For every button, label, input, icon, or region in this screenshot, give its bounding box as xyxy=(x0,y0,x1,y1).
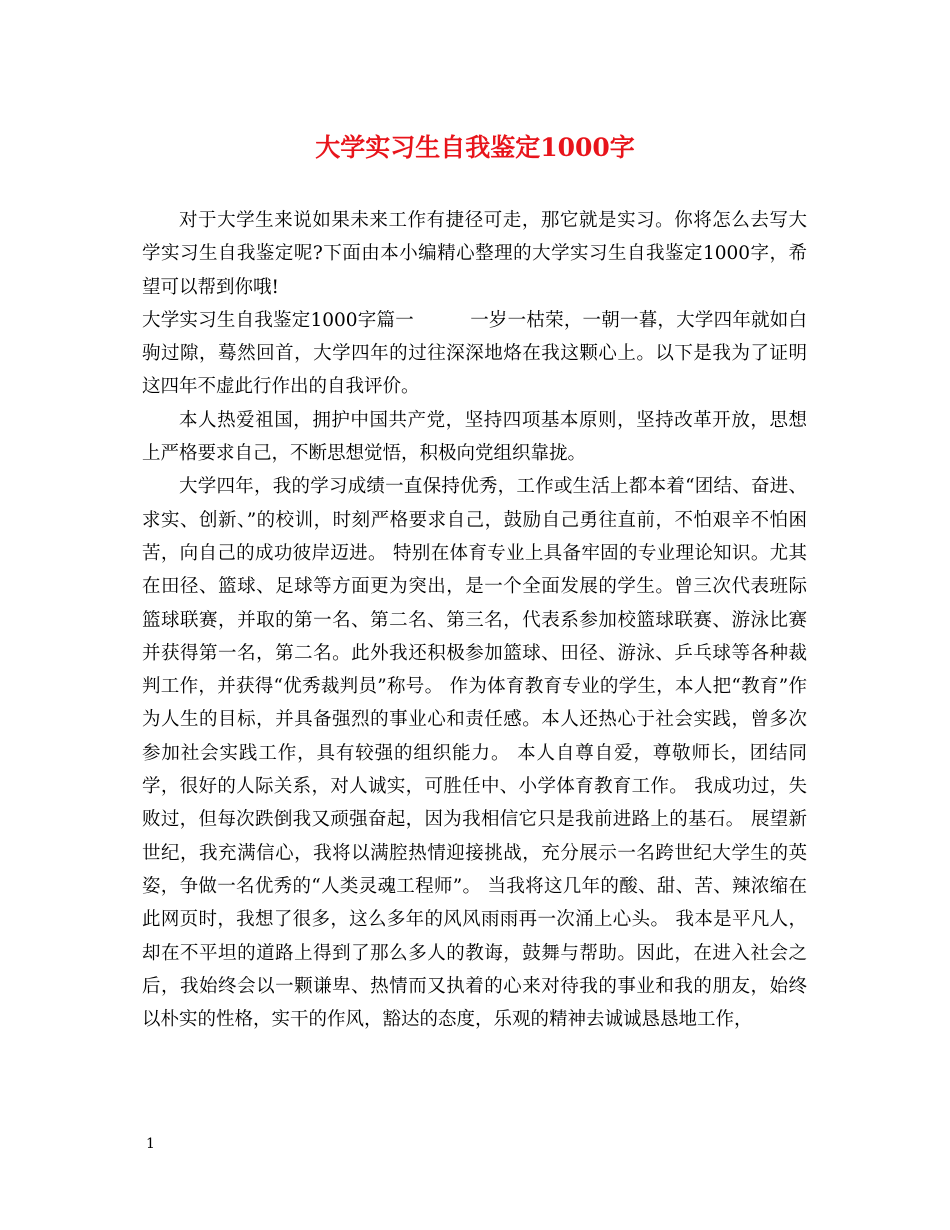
section-heading: 大学实习生自我鉴定1000字篇一 xyxy=(142,309,414,331)
intro-paragraph: 对于大学生来说如果未来工作有捷径可走，那它就是实习。你将怎么去写大学实习生自我鉴定呢?下面由本小编精心整理的大学实习生自我鉴定1000字，希望可以帮到你哦! xyxy=(142,210,807,298)
paragraph-patriotism: 本人热爱祖国，拥护中国共产党，坚持四项基本原则，坚持改革开放，思想上严格要求自己，不断思想觉悟，积极向党组织靠拢。 xyxy=(142,409,807,465)
page-number: 1 xyxy=(146,1136,155,1152)
document-title: 大学实习生自我鉴定1000字 xyxy=(315,133,635,162)
paragraph-university-years: 大学四年，我的学习成绩一直保持优秀，工作或生活上都本着“团结、奋进、求实、创新、”的校训，时刻严格要求自己，鼓励自己勇往直前，不怕艰辛不怕困苦，向自己的成功彼岸迈进。 特别在体育专业上具备牢固的专业理论知识。尤其在田径、篮球、足球等方面更为突出，是一个全面发展的学生。曾三次代表班际篮球联赛，并取的第一名、第二名、第三名，代表系参加校篮球联赛、游泳比赛并获得第一名，第二名。此外我还积极参加篮球、田径、游泳、乒乓球等各种裁判工作，并获得“优秀裁判员”称号。 作为体育教育专业的学生，本人把“教育”作为人生的目标，并具备强烈的事业心和责任感。本人还热心于社会实践，曾多次参加社会实践工作，具有较强的组织能力。 本人自尊自爱，尊敬师长，团结同学，很好的人际关系，对人诚实，可胜任中、小学体育教育工作。 我成功过，失败过，但每次跌倒我又顽强奋起，因为我相信它只是我前进路上的基石。 展望新世纪，我充满信心，我将以满腔热情迎接挑战，充分展示一名跨世纪大学生的英姿，争做一名优秀的“人类灵魂工程师”。 当我将这几年的酸、甜、苦、辣浓缩在此网页时，我想了很多，这么多年的风风雨雨再一次涌上心头。 我本是平凡人，却在不平坦的道路上得到了那么多人的教诲，鼓舞与帮助。因此，在进入社会之后，我始终会以一颗谦卑、热情而又执着的心来对待我的事业和我的朋友，始终以朴实的性格，实干的作风，豁达的态度，乐观的精神去诚诚恳恳地工作， xyxy=(142,476,807,1031)
section-first-paragraph xyxy=(142,304,807,404)
document-body xyxy=(142,204,807,1036)
section-opening-text: 一岁一枯荣，一朝一暮，大学四年就如白驹过隙，蓦然回首，大学四年的过往深深地烙在我这颗心上。以下是我为了证明这四年不虚此行作出的自我评价。 xyxy=(142,309,807,398)
